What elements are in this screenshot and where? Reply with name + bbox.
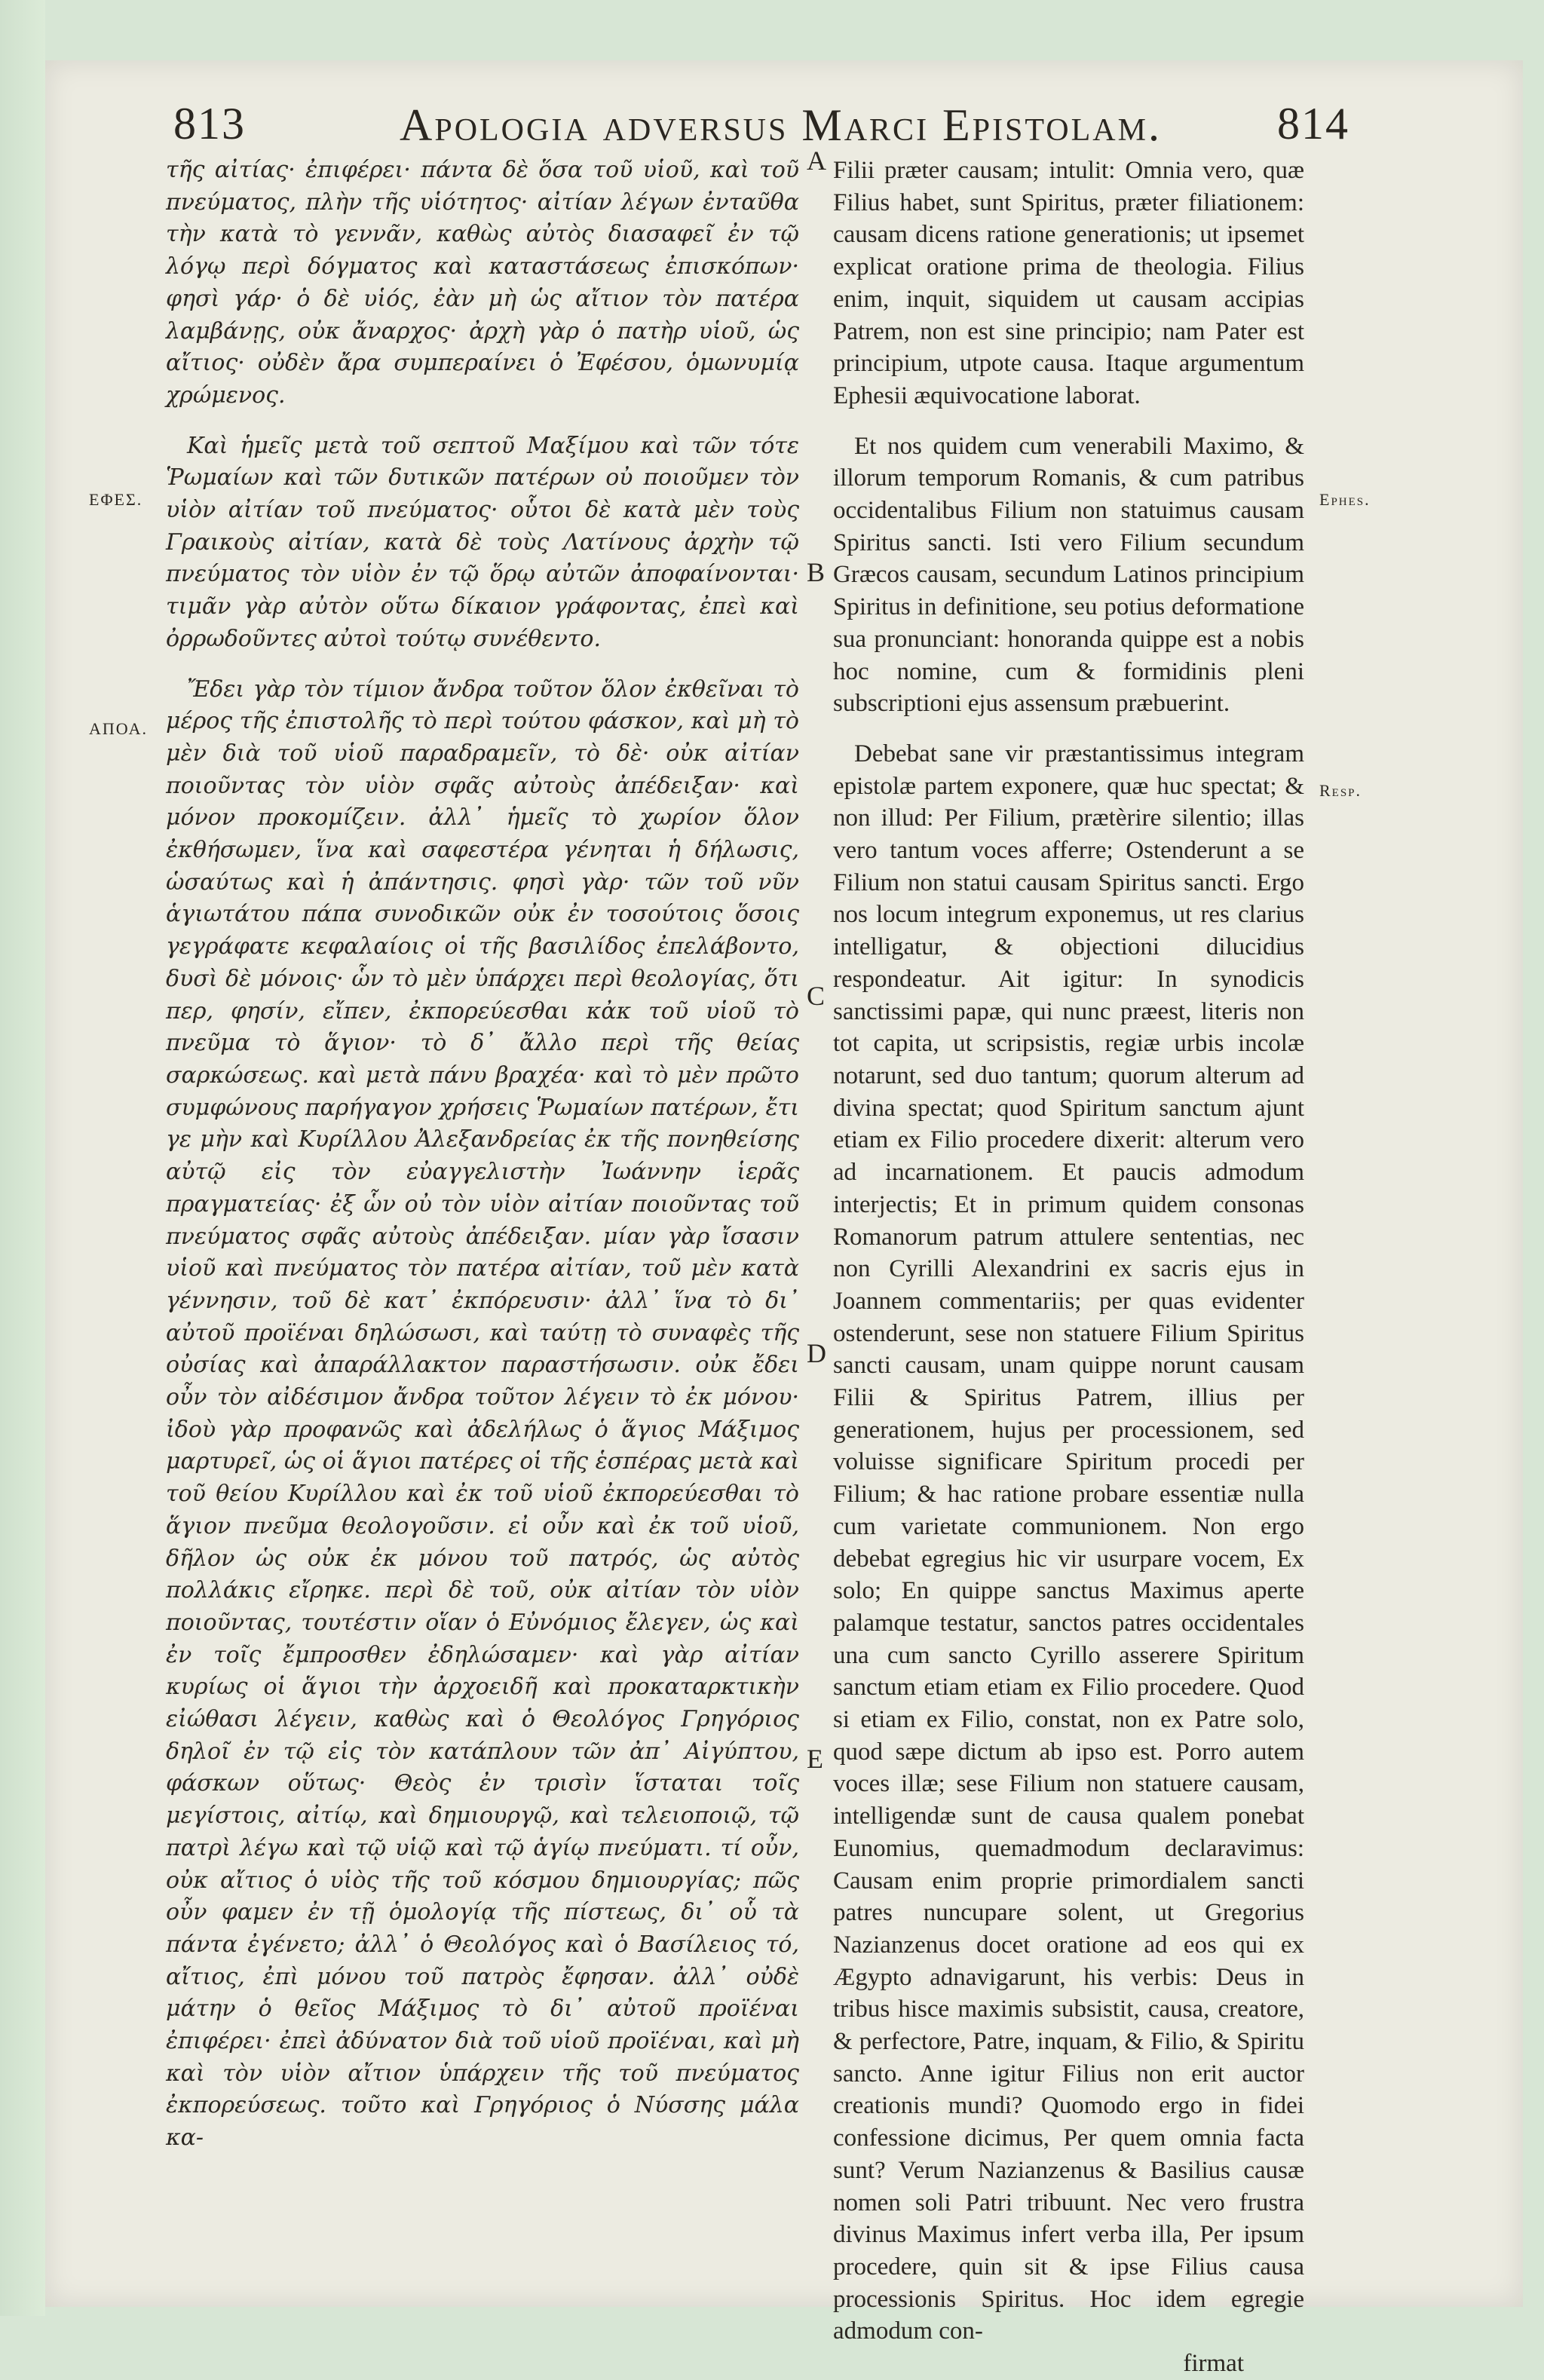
book-page — [45, 60, 1523, 2378]
section-marker-a: A — [807, 145, 826, 176]
latin-column — [833, 155, 1304, 2380]
greek-paragraph-1: τῆς αἰτίας· ἐπιφέρει· πάντα δὲ ὅσα τοῦ υἱοῦ, καὶ τοῦ πνεύματος, πλὴν τῆς υἱότητος· αἰτίαν λέγων ἐνταῦθα τὴν κατὰ τὸ γεννᾶν, καθὼς αὐτὸς διασαφεῖ ἐν τῷ λόγῳ περὶ δόγματος καὶ καταστάσεως ἐπισκόπων· φησὶ γάρ· ὁ δὲ υἱός, ἐὰν μὴ ὡς αἴτιον τὸν πατέρα λαμβάνῃς, οὐκ ἄναρχος· ἀρχὴ γὰρ ὁ πατὴρ υἱοῦ, ὡς αἴτιος· οὐδὲν ἄρα συμπεραίνει ὁ Ἐφέσου, ὁμωνυμίᾳ χρώμενος. — [166, 157, 799, 409]
section-marker-b: B — [807, 557, 826, 587]
running-title: Apologia adversus Marci Epistolam. — [400, 100, 1162, 150]
latin-paragraph-2: Et nos quidem cum venerabili Maximo, & illorum temporum Romanis, & cum patribus occidentalibus Filium non statuimus causam Spiritus sancti. Isti vero Filium secundum Græcos causam, secundum Latinos principium Spiritus in definitione, seu potius deformatione sua pronunciant: honoranda quippe est a nobis hoc nomine, cum & formidinis pleni subscriptioni ejus assensum præbuerint. — [833, 432, 1304, 718]
margin-label-ephes: Ephes. — [1319, 490, 1371, 509]
greek-paragraph-2: Καὶ ἡμεῖς μετὰ τοῦ σεπτοῦ Μαξίμου καὶ τῶν τότε Ῥωμαίων καὶ τῶν δυτικῶν πατέρων οὐ ποιοῦμεν τὸν υἱὸν αἰτίαν τοῦ πνεύματος· οὗτοι δὲ κατὰ μὲν τοὺς Γραικοὺς αἰτίαν, κατὰ δὲ τοὺς Λατίνους ἀρχὴν τῷ πνεύματος τὸν υἱὸν ἐν τῷ ὅρῳ αὐτῶν ἀποφαίνονται· τιμᾶν γὰρ αὐτὸν οὕτω δίκαιον γράφοντας, ἐπεὶ καὶ ὀρρωδοῦντες αὐτοὶ τούτῳ συνέθεντο. — [166, 432, 799, 652]
margin-label-resp: Resp. — [1319, 781, 1362, 800]
greek-column — [166, 155, 799, 2155]
page-header — [173, 90, 1349, 158]
section-marker-c: C — [807, 981, 826, 1011]
margin-label-efes: ΕΦΕΣ. — [89, 490, 143, 509]
page-number-right: 814 — [1277, 99, 1349, 149]
greek-paragraph-3: Ἔδει γὰρ τὸν τίμιον ἄνδρα τοῦτον ὅλον ἐκθεῖναι τὸ μέρος τῆς ἐπιστολῆς τὸ περὶ τούτου φάσκον, καὶ μὴ τὸ μὲν διὰ τοῦ υἱοῦ παραδραμεῖν, τὸ δὲ· οὐκ αἰτίαν ποιοῦντας τὸν υἱὸν σφᾶς αὐτοὺς ἀπέδειξαν· καὶ μόνον προκομίζειν. ἀλλ᾽ ἡμεῖς τὸ χωρίον ὅλον ἐκθήσωμεν, ἵνα καὶ σαφεστέρα γένηται ἡ δήλωσις, ὡσαύτως καὶ ἡ ἀπάντησις. φησὶ γὰρ· τῶν τοῦ νῦν ἁγιωτάτου πάπα συνοδικῶν οὐκ ἐν τοσούτοις ὅσοις γεγράφατε κεφαλαίοις οἱ τῆς βασιλίδος ἐπελάβοντο, δυσὶ δὲ μόνοις· ὧν τὸ μὲν ὑπάρχει περὶ θεολογίας, ὅτι περ, φησίν, εἴπεν, ἐκπορεύεσθαι κἀκ τοῦ υἱοῦ τὸ πνεῦμα τὸ ἅγιον· τὸ δ᾽ ἄλλο περὶ τῆς θείας σαρκώσεως. καὶ μετὰ πάνυ βραχέα· καὶ τὸ μὲν πρῶτο συμφώνους παρήγαγον χρήσεις Ῥωμαίων πατέρων, ἔτι γε μὴν καὶ Κυρίλλου Ἀλεξανδρείας ἐκ τῆς πονηθείσης αὐτῷ εἰς τὸν εὐαγγελιστὴν Ἰωάννην ἱερᾶς πραγματείας· ἐξ ὧν οὐ τὸν υἱὸν αἰτίαν ποιοῦντας τοῦ πνεύματος σφᾶς αὐτοὺς ἀπέδειξαν. μίαν γὰρ ἴσασιν υἱοῦ καὶ πνεύματος τὸν πατέρα αἰτίαν, τοῦ μὲν κατὰ γέννησιν, τοῦ δὲ κατ᾽ ἐκπόρευσιν· ἀλλ᾽ ἵνα τὸ δι᾽ αὐτοῦ προϊέναι δηλώσωσι, καὶ ταύτῃ τὸ συναφὲς τῆς οὐσίας καὶ ἀπαράλλακτον παραστήσωσιν. οὐκ ἔδει οὖν τὸν αἰδέσιμον ἄνδρα τοῦτον λέγειν τὸ ἐκ μόνου· ἰδοὺ γὰρ προφανῶς καὶ ἀδελήλως ὁ ἅγιος Μάξιμος μαρτυρεῖ, ὡς οἱ ἅγιοι πατέρες οἱ τῆς ἑσπέρας μετὰ καὶ τοῦ θείου Κυρίλλου καὶ ἐκ τοῦ υἱοῦ ἐκπορεύεσθαι τὸ ἅγιον πνεῦμα θεολογοῦσιν. εἰ οὖν καὶ ἐκ τοῦ υἱοῦ, δῆλον ὡς οὐκ ἐκ μόνου τοῦ πατρός, ὡς αὐτὸς πολλάκις εἴρηκε. περὶ δὲ τοῦ, οὐκ αἰτίαν τὸν υἱὸν ποιοῦντας, τουτέστιν οἵαν ὁ Εὐνόμιος ἔλεγεν, ὡς καὶ ἐν τοῖς ἔμπροσθεν ἐδηλώσαμεν· καὶ γὰρ αἰτίαν κυρίως οἱ ἅγιοι τὴν ἀρχοειδῆ καὶ προκαταρκτικὴν εἰώθασι λέγειν, καθὼς καὶ ὁ Θεολόγος Γρηγόριος δηλοῖ ἐν τῷ εἰς τὸν κατάπλουν τῶν ἀπ᾽ Αἰγύπτου, φάσκων οὕτως· Θεὸς ἐν τρισὶν ἵσταται τοῖς μεγίστοις, αἰτίῳ, καὶ δημιουργῷ, καὶ τελειοποιῷ, τῷ πατρὶ λέγω καὶ τῷ υἱῷ καὶ τῷ ἁγίῳ πνεύματι. τί οὖν, οὐκ αἴτιος ὁ υἱὸς τῆς τοῦ κόσμου δημιουργίας; πῶς οὖν φαμεν ἐν τῇ ὁμολογίᾳ τῆς πίστεως, δι᾽ οὗ τὰ πάντα ἐγένετο; ἀλλ᾽ ὁ Θεολόγος καὶ ὁ Βασίλειος τό, αἴτιος, ἐπὶ μόνου τοῦ πατρὸς ἔφησαν. ἀλλ᾽ οὐδὲ μάτην ὁ θεῖος Μάξιμος τὸ δι᾽ αὐτοῦ προϊέναι ἐπιφέρει· ἐπεὶ ἀδύνατον διὰ τοῦ υἱοῦ προϊέναι, καὶ μὴ καὶ τὸν υἱὸν αἴτιον ὑπάρχειν τῆς τοῦ πνεύματος ἐκπορεύσεως. τοῦτο καὶ Γρηγόριος ὁ Νύσσης μάλα κα- — [166, 675, 799, 2152]
latin-paragraph-1: Filii præter causam; intulit: Omnia vero, quæ Filius habet, sunt Spiritus, præter filiationem: causam dicens ratione generationis; ut ipsemet explicat oratione prima de theologia. Filius enim, inquit, siquidem ut causam accipias Patrem, non est sine principio; nam Pater est principium, utpote causa. Itaque argumentum Ephesii æquivocatione laborat. — [833, 157, 1304, 409]
section-marker-d: D — [807, 1338, 826, 1368]
page-number-left: 813 — [173, 99, 246, 149]
catchword: firmat — [1183, 2350, 1244, 2378]
section-marker-e: E — [807, 1744, 823, 1774]
latin-paragraph-3: Debebat sane vir præstantissimus integram epistolæ partem exponere, quæ huc spectat; & non illud: Per Filium, prætèrire silentio; illas vero tantum voces afferre; Ostenderunt a se Filium non statui causam Spiritus sancti. Ergo nos locum integrum exponemus, ut res clarius intelligatur, & objectioni dilucidius respondeatur. Ait igitur: In synodicis sanctissimi papæ, qui nunc præest, literis non tot capita, ut scripsistis, regiæ urbis incolæ notarunt, sed duo tantum; quorum alterum ad divina spectat; quod Spiritum sanctum ajunt etiam ex Filio procedere dixerit: alterum vero ad incarnationem. Et paucis admodum interjectis; Et in primum quidem consonas Romanorum patrum attulere sententias, nec non Cyrilli Alexandrini ex sacris ejus in Joannem commentariis; per quas evidenter ostenderunt, sese non statuere Filium Spiritus sancti causam, unam quippe norunt causam Filii & Spiritus Patrem, illius per generationem, hujus per processionem, sed voluisse significare Spiritum procedi per Filium; & hac ratione probare essentiæ nulla cum varietate communionem. Non ergo debebat egregius hic vir usurpare vocem, Ex solo; En quippe sanctus Maximus aperte palamque testatur, sanctos patres occidentales una cum sancto Cyrillo asserere Spiritum sanctum etiam etiam ex Filio procedere. Quod si etiam ex Filio, constat, non ex Patre solo, quod sæpe dictum ab ipso est. Porro autem voces illæ; sese Filium non statuere causam, intelligendæ sunt de causa qualem ponebat Eunomius, quemadmodum declaravimus: Causam enim proprie primordialem sancti patres nuncupare solent, ut Gregorius Nazianzenus docet oratione ad eos qui ex Ægypto adnavigarunt, his verbis: Deus in tribus hisce maximis subsistit, causa, creatore, & perfectore, Patre, inquam, & Filio, & Spiritu sancto. Anne igitur Filius non erit auctor creationis mundi? Quomodo ergo in fidei confessione dicimus, Per quem omnia facta sunt? Verum Nazianzenus & Basilius causæ nomen soli Patri tribuunt. Nec vero frustra divinus Maximus infert verba illa, Per ipsum procedere, quin sit & ipse Filius causa processionis Spiritus. Hoc idem egregie admodum con- — [833, 740, 1304, 2345]
scan-background — [0, 0, 45, 2316]
margin-label-apoa: ΑΠΟΑ. — [89, 719, 148, 738]
